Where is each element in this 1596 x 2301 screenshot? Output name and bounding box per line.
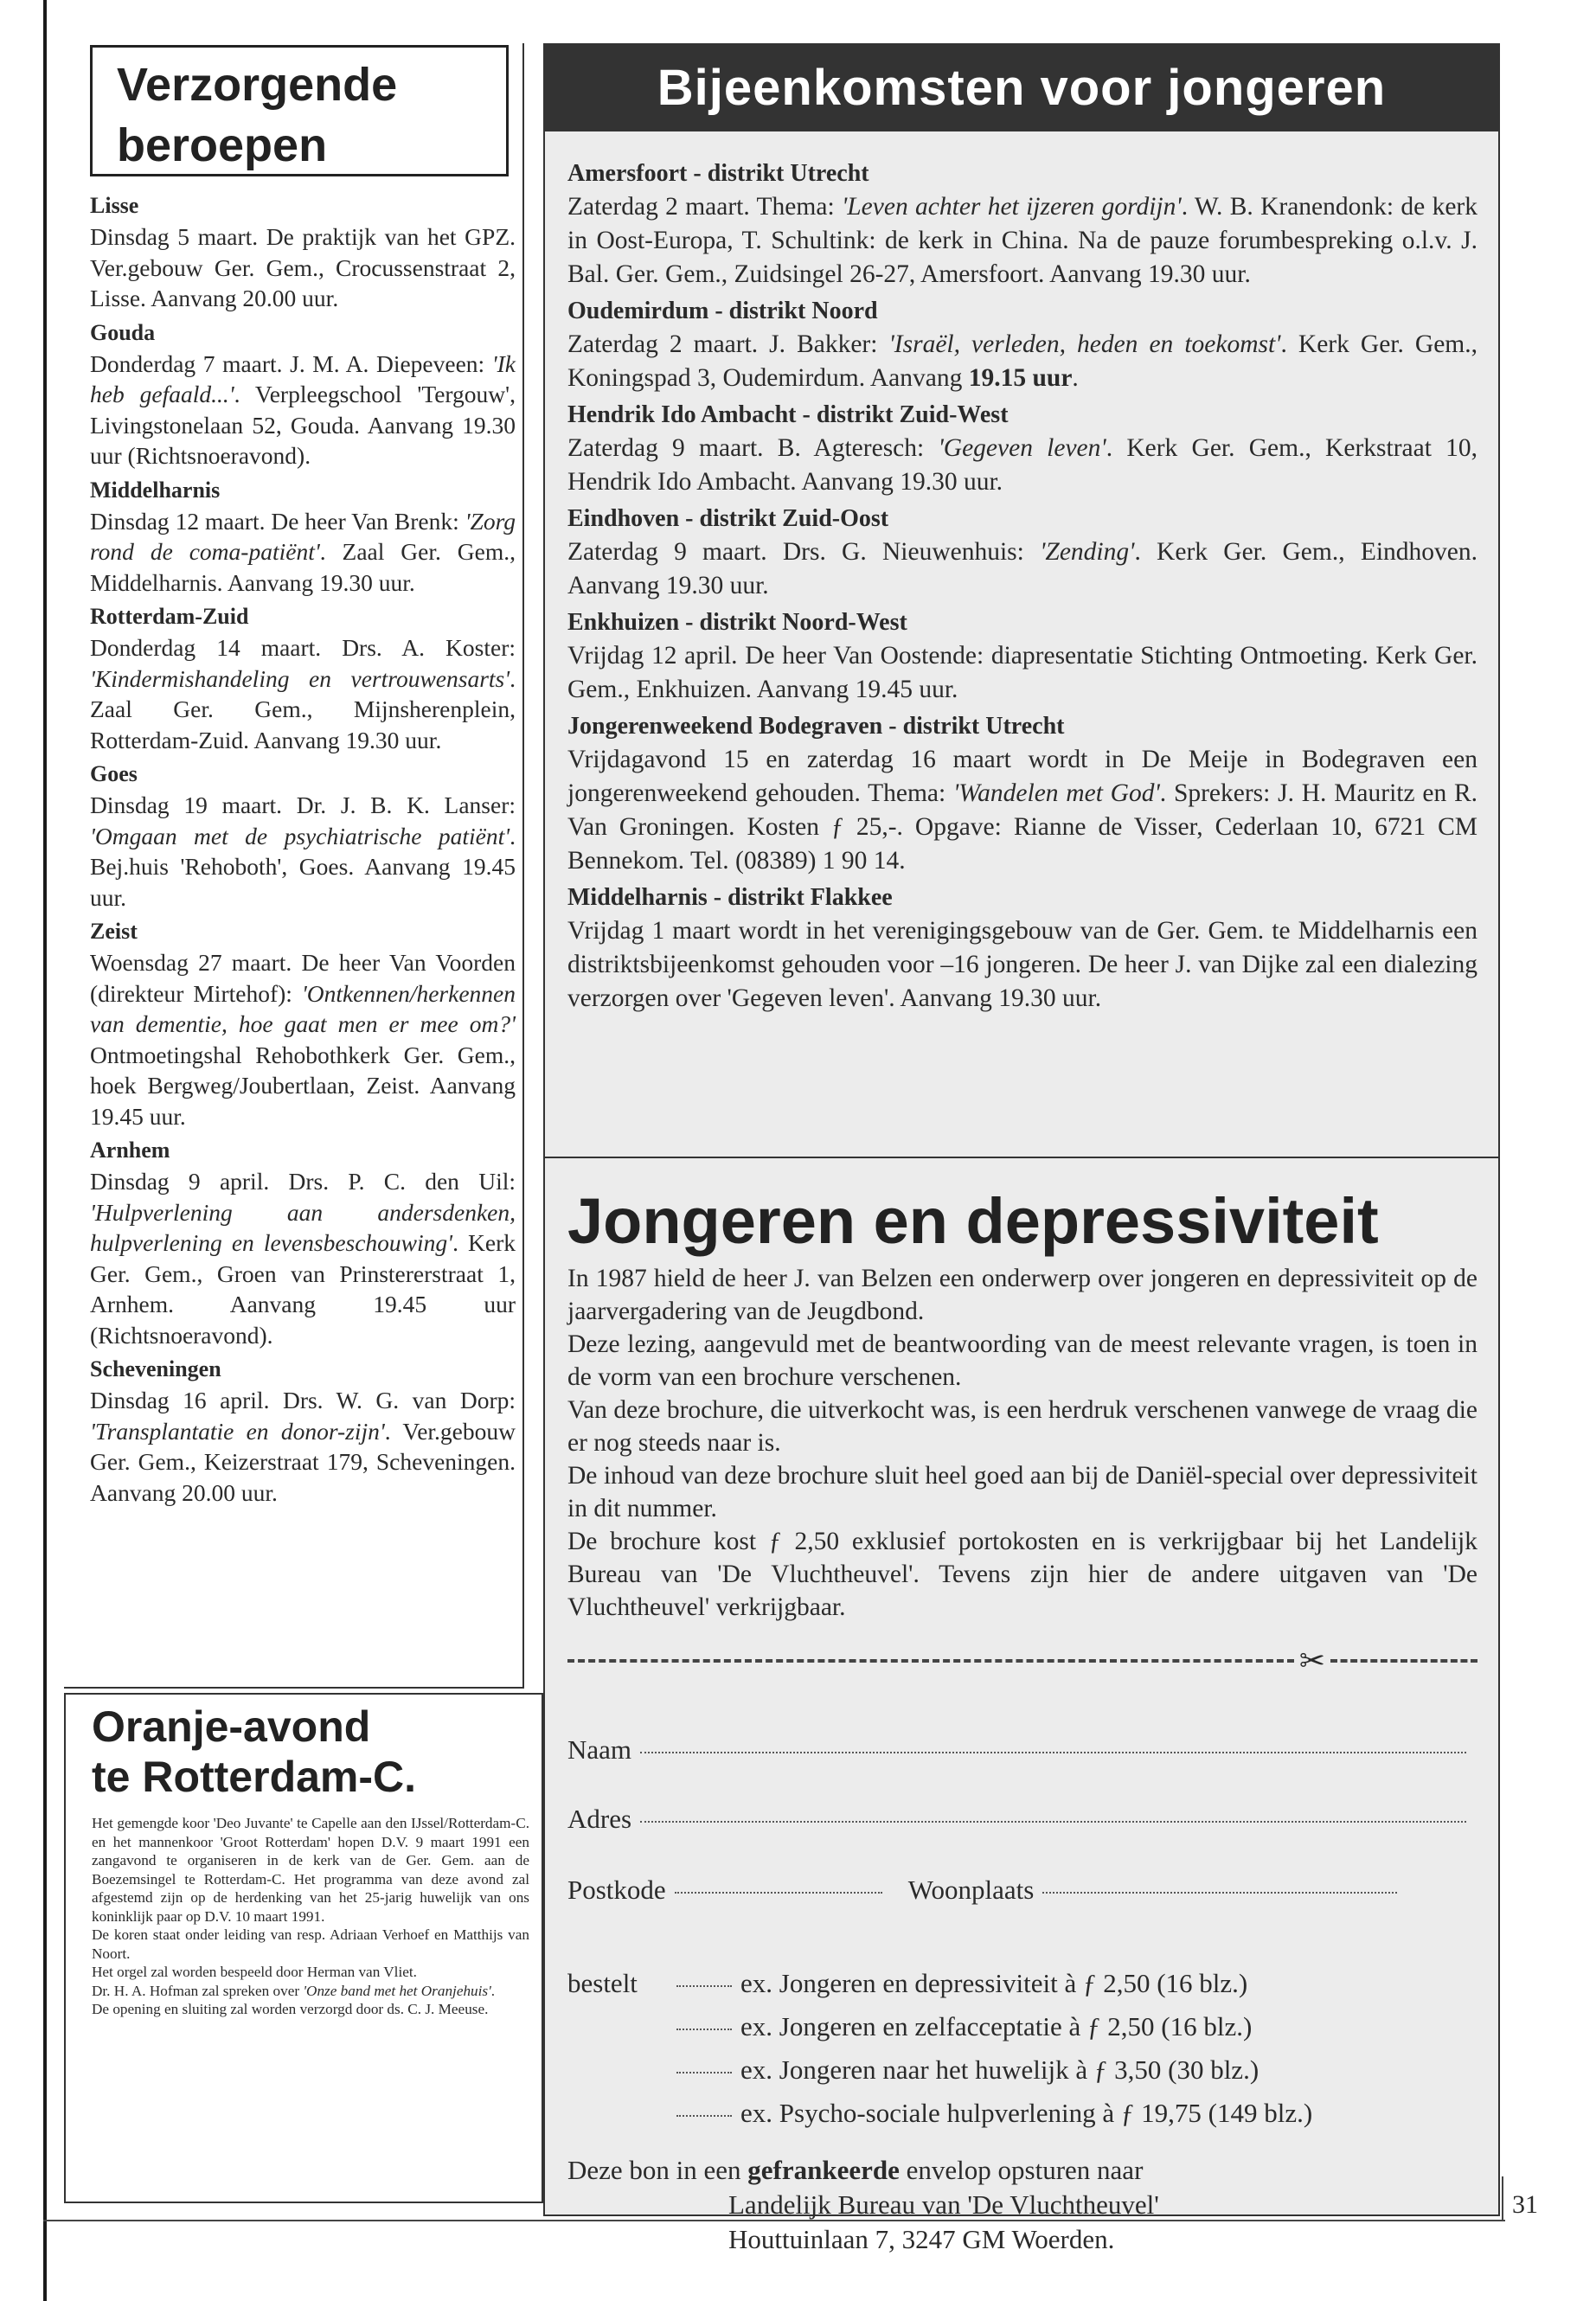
quantity-field[interactable] <box>676 2115 732 2117</box>
section-divider <box>545 1157 1498 1158</box>
page-number-rule <box>1502 2176 1503 2221</box>
meeting-heading: Jongerenweekend Bodegraven - distrikt Utrecht <box>567 713 1065 740</box>
meeting-text: Dinsdag 12 maart. De heer Van Brenk: 'Zorg rond de coma-patiënt'. Zaal Ger. Gem., Middelharnis. Aanvang 19.30 uur. <box>90 507 516 596</box>
meeting-text: Dinsdag 16 april. Drs. W. G. van Dorp: 'Transplantatie en donor-zijn'. Ver.gebouw Ger. Gem., Keizerstraat 179, Scheveningen. Aanvang 20.00 uur. <box>90 1387 516 1506</box>
list-item <box>90 1354 516 1508</box>
postkode-field[interactable] <box>675 1892 882 1894</box>
verzorgende-beroepen-section <box>64 43 524 1689</box>
order-list <box>567 1968 1477 2141</box>
youth-meeting-list <box>567 157 1477 1019</box>
meeting-text: Dinsdag 9 april. Drs. P. C. den Uil: 'Hulpverlening aan andersdenken, hulpverlening en levensbeschouwing'. Kerk Ger. Gem., Groen van Prinstererstraat 1, Arnhem. Aanvang 19.45 uur (Richtsnoeravond). <box>90 1168 516 1349</box>
list-item <box>567 881 1477 1016</box>
order-row <box>567 1968 1477 2011</box>
verzorgende-title: Verzorgende beroepen <box>90 45 509 176</box>
quantity-field[interactable] <box>676 2029 732 2030</box>
send-instructions: Deze bon in een gefrankeerde envelop opsturen naar Landelijk Bureau van 'De Vluchtheuvel' Houttuinlaan 7, 3247 GM Woerden. <box>567 2153 1477 2257</box>
postkode-row <box>567 1875 1397 1906</box>
meeting-text: Zaterdag 2 maart. Thema: 'Leven achter het ijzeren gordijn'. W. B. Kranendonk: de kerk in Oost-Europa, T. Schultink: de kerk in China. Na de pauze forumbespreking o.l.v. J. Bal. Ger. Gem., Zuidsingel 26-27, Amersfoort. Aanvang 19.30 uur. <box>567 193 1477 288</box>
list-item <box>90 317 516 471</box>
address-line: Landelijk Bureau van 'De Vluchtheuvel' <box>728 2189 1159 2220</box>
woonplaats-field[interactable] <box>1042 1892 1397 1894</box>
list-item <box>567 606 1477 707</box>
meeting-heading: Middelharnis - distrikt Flakkee <box>567 884 893 911</box>
meeting-text: Dinsdag 5 maart. De praktijk van het GPZ. Ver.gebouw Ger. Gem., Crocussenstraat 2, Lisse. Aanvang 20.00 uur. <box>90 223 516 311</box>
meeting-heading: Eindhoven - distrikt Zuid-Oost <box>567 505 889 532</box>
list-item <box>567 503 1477 603</box>
oranje-avond-section <box>64 1693 543 2203</box>
town-name: Zeist <box>90 919 138 944</box>
meeting-text: Woensdag 27 maart. De heer Van Voorden (direkteur Mirtehof): 'Ontkennen/herkennen van dementie, hoe gaat men er mee om?' Ontmoetingshal Rehobothkerk Ger. Gem., hoek Bergweg/Joubertlaan, Zeist. Aanvang 19.45 uur. <box>90 949 516 1130</box>
bijeenkomsten-title: Bijeenkomsten voor jongeren <box>545 45 1498 131</box>
adres-row <box>567 1804 1466 1835</box>
list-item <box>567 295 1477 395</box>
scissors-icon: ✂ <box>1298 1643 1325 1679</box>
order-row <box>567 2011 1477 2054</box>
meeting-heading: Enkhuizen - distrikt Noord-West <box>567 609 907 636</box>
order-item: ex. Jongeren naar het huwelijk à ƒ 3,50 (30 blz.) <box>740 2054 1259 2085</box>
meeting-text: Vrijdag 12 april. De heer Van Oostende: diapresentatie Stichting Ontmoeting. Kerk Ger. Gem., Enkhuizen. Aanvang 19.45 uur. <box>567 642 1477 703</box>
address-line: Houttuinlaan 7, 3247 GM Woerden. <box>728 2224 1115 2254</box>
list-item <box>90 190 516 314</box>
order-row <box>567 2098 1477 2141</box>
meeting-text: Donderdag 14 maart. Drs. A. Koster: 'Kindermishandeling en vertrouwensarts'. Zaal Ger. Gem., Mijnsherenplein, Rotterdam-Zuid. Aanvang 19.30 uur. <box>90 634 516 753</box>
oranje-title: Oranje-avond te Rotterdam-C. <box>92 1702 417 1801</box>
meeting-text: Zaterdag 9 maart. Drs. G. Nieuwenhuis: 'Zending'. Kerk Ger. Gem., Eindhoven. Aanvang 19.30 uur. <box>567 538 1478 599</box>
list-item <box>90 601 516 755</box>
order-item: ex. Jongeren en zelfacceptatie à ƒ 2,50 (16 blz.) <box>740 2011 1253 2041</box>
meeting-list <box>90 190 516 1511</box>
town-name: Arnhem <box>90 1138 170 1163</box>
bestelt-label: bestelt <box>567 1968 638 1998</box>
town-name: Scheveningen <box>90 1356 221 1381</box>
meeting-text: Donderdag 7 maart. J. M. A. Diepeveen: 'Ik heb gefaald...'. Verpleegschool 'Tergouw', Livingstonelaan 52, Gouda. Aanvang 19.30 uur (Richtsnoeravond). <box>90 349 516 469</box>
town-name: Middelharnis <box>90 477 221 503</box>
page-left-rule <box>43 0 47 2301</box>
page-bottom-rule <box>43 2220 1505 2221</box>
list-item <box>567 710 1477 878</box>
meeting-text: Dinsdag 19 maart. Dr. J. B. K. Lanser: 'Omgaan met de psychiatrische patiënt'. Bej.huis 'Rehoboth', Goes. Aanvang 19.45 uur. <box>90 792 516 911</box>
oranje-body: Het gemengde koor 'Deo Juvante' te Capelle aan den IJssel/Rotterdam-C. en het mannenkoor 'Groot Rotterdam' hopen D.V. 9 maart 1991 een zangavond te organiseren in de kerk van de Ger. Gem. aan de Boezemsingel te Rotterdam-C. Het programma van deze avond zal afgestemd zijn op de herdenking van het 25-jarig huwelijk van ons koninklijk paar op D.V. 10 maart 1991. De koren staat onder leiding van resp. Adriaan Verhoef en Matthijs van Noort. Het orgel zal worden bespeeld door Herman van Vliet. Dr. H. A. Hofman zal spreken over 'Onze band met het Oranjehuis'. De opening en sluiting zal worden verzorgd door ds. C. J. Meeuse. <box>92 1815 529 2017</box>
meeting-text: Vrijdagavond 15 en zaterdag 16 maart wordt in De Meije in Bodegraven een jongerenweekend gehouden. Thema: 'Wandelen met God'. Sprekers: J. H. Mauritz en R. Van Groningen. Kosten ƒ 25,-. Opgave: Rianne de Visser, Cederlaan 10, 6721 CM Bennekom. Tel. (08389) 1 90 14. <box>567 746 1478 875</box>
page-number: 31 <box>1512 2190 1538 2219</box>
order-item: ex. Psycho-sociale hulpverlening à ƒ 19,75 (149 blz.) <box>740 2098 1313 2128</box>
right-column <box>543 43 1500 2254</box>
town-name: Gouda <box>90 319 156 345</box>
quantity-field[interactable] <box>676 1985 732 1987</box>
cut-line <box>567 1644 1477 1678</box>
quantity-field[interactable] <box>676 2072 732 2073</box>
town-name: Goes <box>90 761 138 786</box>
list-item <box>567 157 1477 292</box>
naam-field[interactable] <box>640 1752 1466 1753</box>
naam-label: Naam <box>567 1734 632 1765</box>
meeting-text: Zaterdag 9 maart. B. Agteresch: 'Gegeven leven'. Kerk Ger. Gem., Kerkstraat 10, Hendrik Ido Ambacht. Aanvang 19.30 uur. <box>567 434 1477 496</box>
town-name: Lisse <box>90 193 139 218</box>
list-item <box>90 759 516 913</box>
woonplaats-label: Woonplaats <box>907 1875 1035 1905</box>
meeting-text: Vrijdag 1 maart wordt in het verenigingsgebouw van de Ger. Gem. te Middelharnis een distriktsbijeenkomst gehouden voor –16 jongeren. De heer J. van Dijke zal een dialezing verzorgen over 'Gegeven leven'. Aanvang 19.30 uur. <box>567 917 1477 1012</box>
meeting-heading: Amersfoort - distrikt Utrecht <box>567 160 869 187</box>
meeting-text: Zaterdag 2 maart. J. Bakker: 'Israël, verleden, heden en toekomst'. Kerk Ger. Gem., Koningspad 3, Oudemirdum. Aanvang 19.15 uur. <box>567 330 1477 392</box>
list-item <box>90 475 516 599</box>
town-name: Rotterdam-Zuid <box>90 604 249 629</box>
order-row <box>567 2054 1477 2098</box>
meeting-heading: Oudemirdum - distrikt Noord <box>567 298 878 324</box>
order-item: ex. Jongeren en depressiviteit à ƒ 2,50 (16 blz.) <box>740 1968 1248 1998</box>
list-item <box>90 1135 516 1350</box>
adres-label: Adres <box>567 1804 632 1834</box>
meeting-heading: Hendrik Ido Ambacht - distrikt Zuid-West <box>567 401 1009 428</box>
list-item <box>567 399 1477 499</box>
postkode-label: Postkode <box>567 1875 666 1905</box>
depressiviteit-title: Jongeren en depressiviteit <box>567 1185 1379 1257</box>
list-item <box>90 916 516 1131</box>
naam-row <box>567 1734 1466 1766</box>
depressiviteit-body: In 1987 hield de heer J. van Belzen een onderwerp over jongeren en depressiviteit op de jaarvergadering van de Jeugdbond. Deze lezing, aangevuld met de beantwoording van de meest relevante vragen, is toen in de vorm van een brochure verschenen. Van deze brochure, die uitverkocht was, is een herdruk verschenen vanwege de vraag die er nog steeds naar is. De inhoud van deze brochure sluit heel goed aan bij de Daniël-special over depressiviteit in dit nummer. De brochure kost ƒ 2,50 exklusief portokosten en is verkrijgbaar bij het Landelijk Bureau van 'De Vluchtheuvel'. Tevens zijn hier de andere uitgaven van 'De Vluchtheuvel' verkrijgbaar. <box>567 1265 1477 1621</box>
adres-field[interactable] <box>640 1821 1466 1823</box>
